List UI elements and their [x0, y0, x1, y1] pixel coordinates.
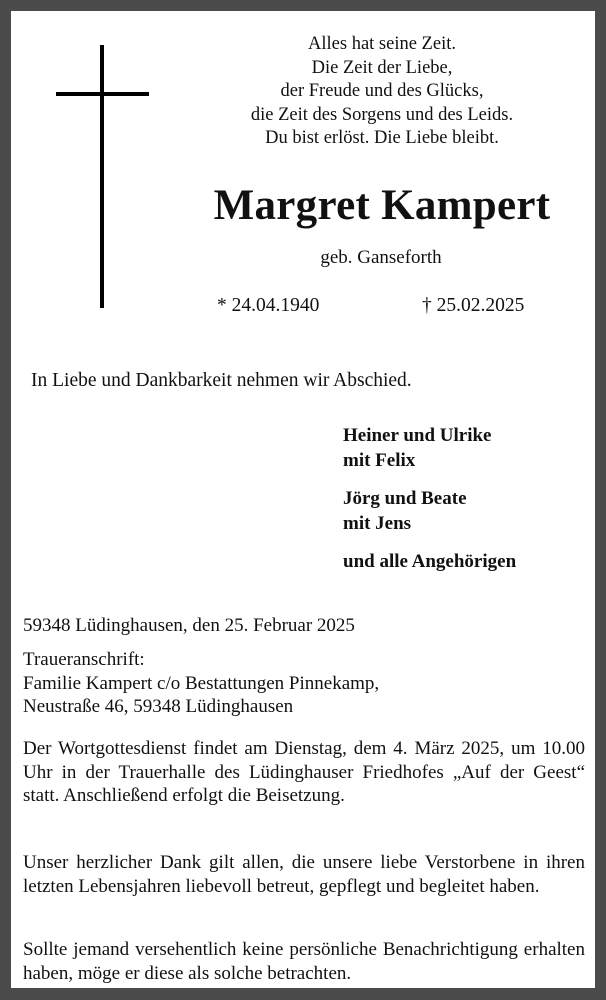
- service-info: Der Wortgottesdienst findet am Dienstag, dem 4. März 2025, um 10.00 Uhr in der Trauerhalle des Lüdinghauser Friedhofes „Auf der Geest“ statt. Anschließend erfolgt die Beisetzung.: [23, 738, 585, 807]
- mourning-address-label: Traueranschrift:: [23, 649, 145, 670]
- death-date: † 25.02.2025: [422, 295, 525, 316]
- mourner-line: mit Felix: [343, 450, 416, 471]
- mourning-address-line2: Neustraße 46, 59348 Lüdinghausen: [23, 696, 294, 718]
- verse-line: Du bist erlöst. Die Liebe bleibt.: [265, 128, 499, 149]
- mourners-list: [343, 423, 516, 587]
- mourner-group: [343, 423, 516, 473]
- verse-line: der Freude und des Glücks,: [280, 81, 484, 102]
- deceased-name: Margret Kampert: [213, 182, 551, 229]
- cross-vertical-bar: [100, 45, 104, 308]
- maiden-name: geb. Ganseforth: [320, 247, 442, 268]
- verse-line: Alles hat seine Zeit.: [308, 34, 456, 54]
- notification-text: Sollte jemand versehentlich keine persönliche Benachrichtigung erhalten haben, möge er diese als solche betrachten.: [23, 939, 585, 984]
- mourner-line: Jörg und Beate: [343, 488, 467, 509]
- mourner-line: mit Jens: [343, 513, 412, 534]
- place-date: 59348 Lüdinghausen, den 25. Februar 2025: [23, 615, 355, 636]
- mourning-address: [23, 648, 585, 719]
- obituary-notice: [11, 11, 595, 988]
- mourner-group: [343, 486, 516, 536]
- thanks-text: Unser herzlicher Dank gilt allen, die unsere liebe Verstorbene in ihren letzten Lebensjahren liebevoll betreut, gepflegt und begleitet haben.: [23, 852, 585, 897]
- mourner-line: Heiner und Ulrike: [343, 425, 492, 446]
- farewell-line: In Liebe und Dankbarkeit nehmen wir Abschied.: [31, 370, 412, 391]
- verse-line: die Zeit des Sorgens und des Leids.: [250, 104, 514, 125]
- verse: [217, 33, 547, 151]
- verse-line: Die Zeit der Liebe,: [311, 57, 453, 78]
- mourning-address-line1: Familie Kampert c/o Bestattungen Pinnekamp,: [23, 672, 380, 694]
- cross-horizontal-bar: [56, 92, 149, 96]
- mourner-group: [343, 549, 516, 574]
- mourner-line: und alle Angehörigen: [343, 551, 517, 572]
- birth-date: * 24.04.1940: [217, 295, 320, 316]
